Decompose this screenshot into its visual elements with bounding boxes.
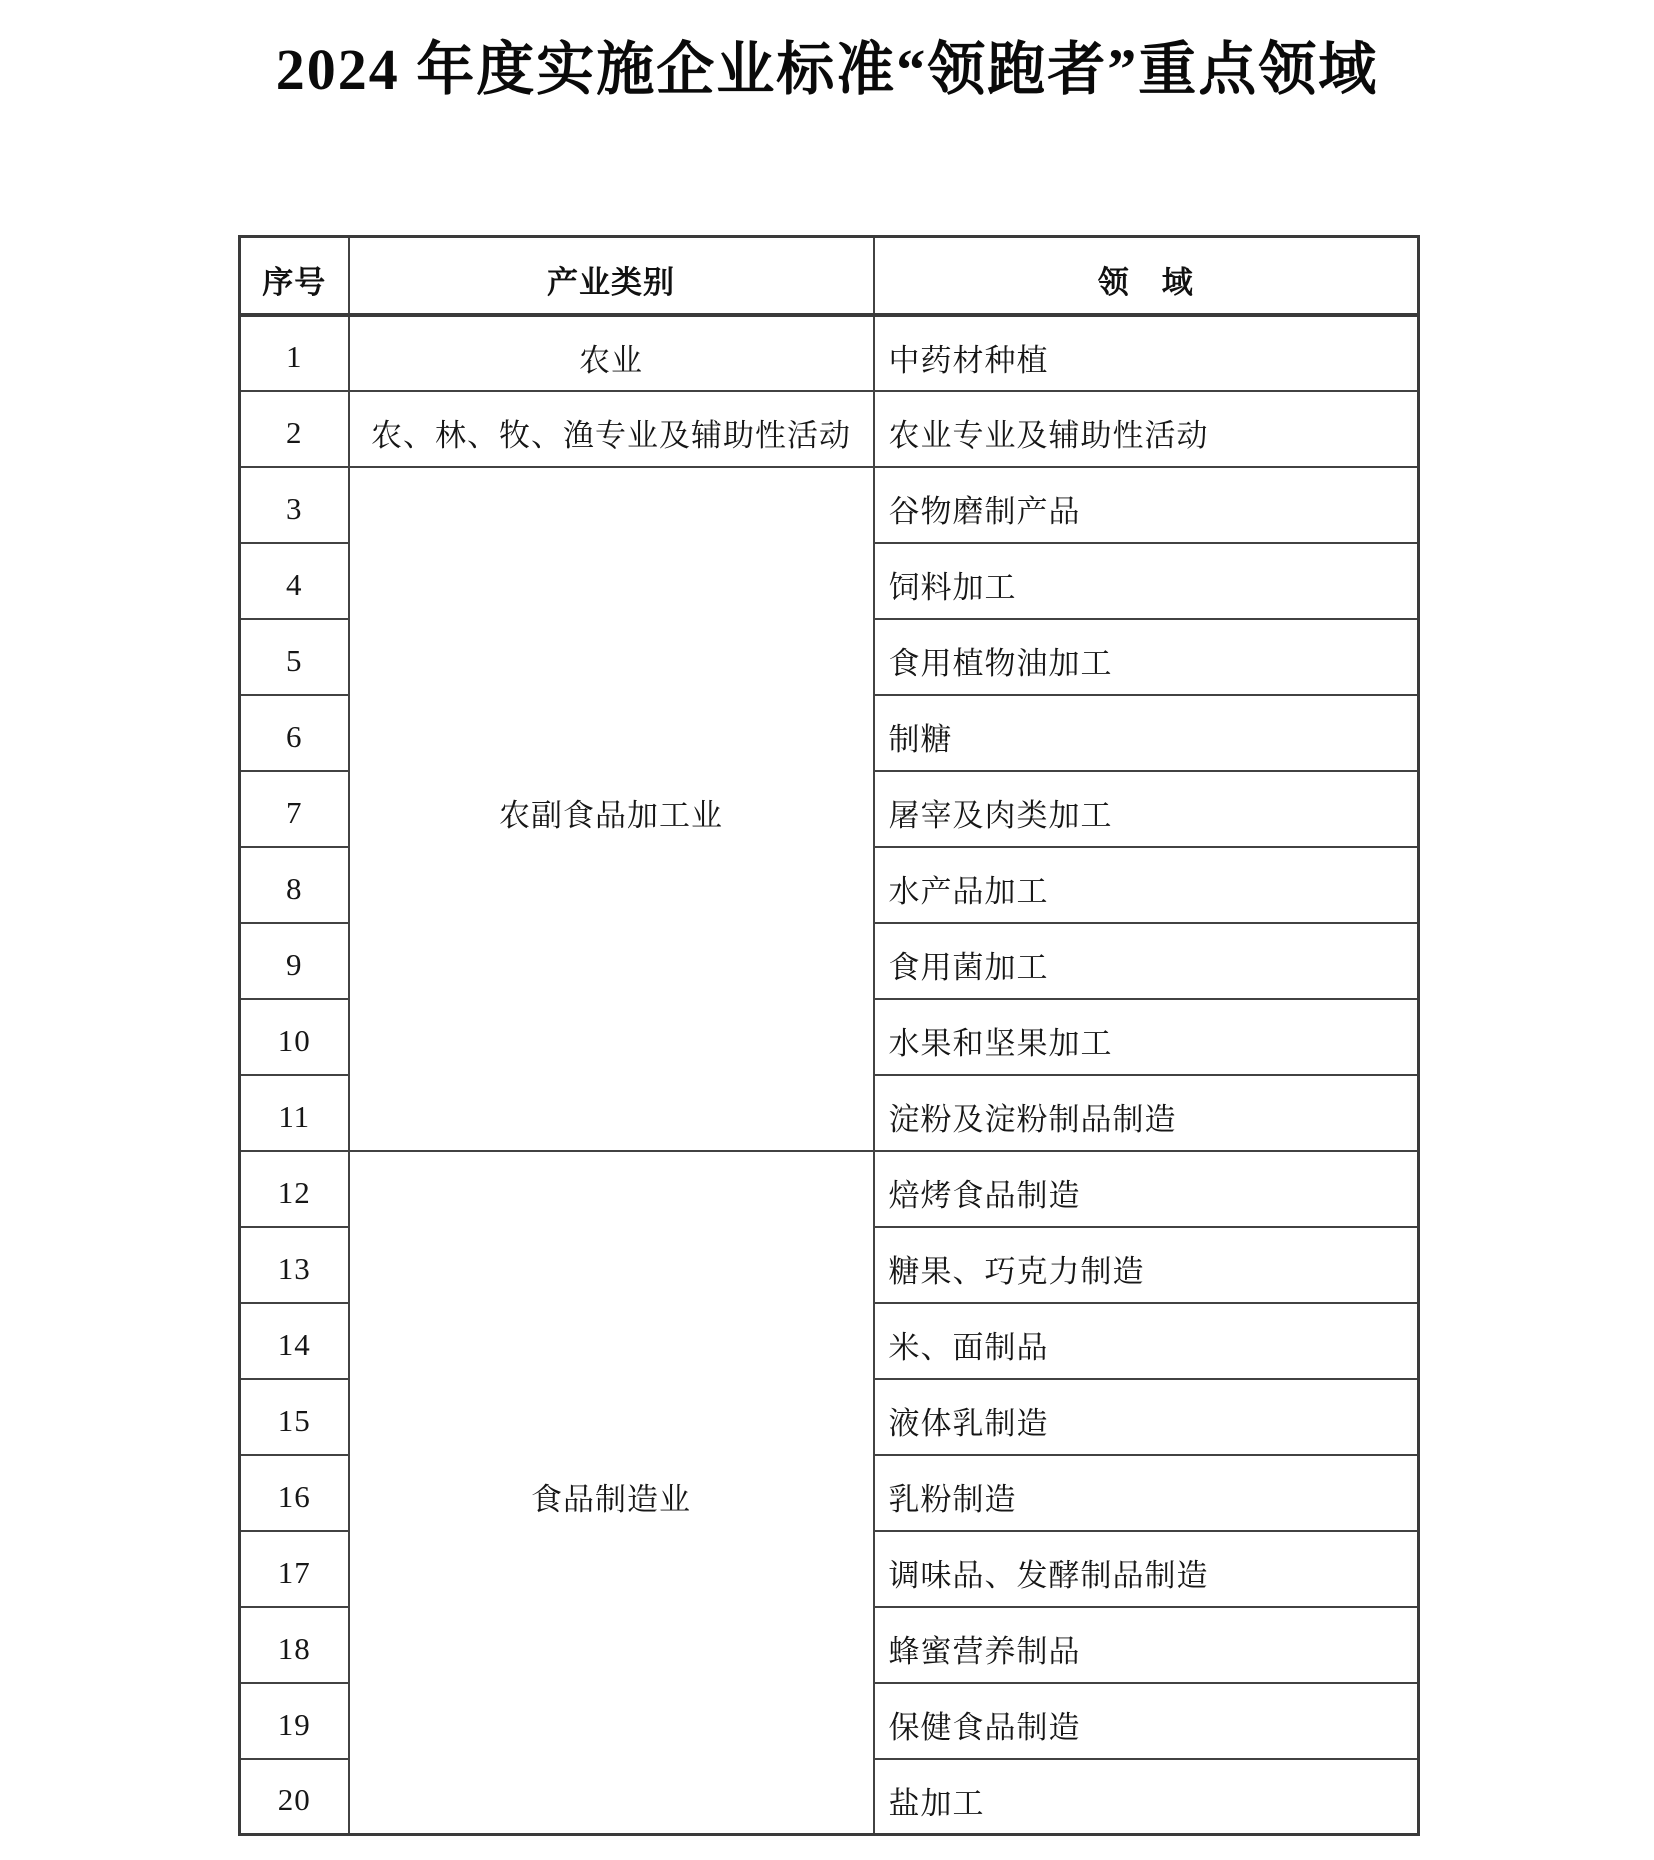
row-number: 8 [240,847,349,923]
field-cell: 焙烤食品制造 [874,1151,1419,1227]
row-number: 2 [240,391,349,467]
row-number: 10 [240,999,349,1075]
row-number: 17 [240,1531,349,1607]
header-serial-number: 序号 [240,237,349,315]
row-number: 1 [240,315,349,391]
field-cell: 食用菌加工 [874,923,1419,999]
row-number: 6 [240,695,349,771]
row-number: 4 [240,543,349,619]
category-cell: 农业 [349,315,874,391]
row-number: 13 [240,1227,349,1303]
row-number: 12 [240,1151,349,1227]
field-cell: 水果和坚果加工 [874,999,1419,1075]
field-cell: 淀粉及淀粉制品制造 [874,1075,1419,1151]
category-cell-merged-foodmfg: 食品制造业 [349,1151,874,1835]
row-number: 16 [240,1455,349,1531]
header-field: 领 域 [874,237,1419,315]
field-cell: 谷物磨制产品 [874,467,1419,543]
field-cell: 中药材种植 [874,315,1419,391]
field-cell: 糖果、巧克力制造 [874,1227,1419,1303]
page-title: 2024 年度实施企业标准“领跑者”重点领域 [275,37,1379,102]
field-cell: 液体乳制造 [874,1379,1419,1455]
row-number: 11 [240,1075,349,1151]
field-cell: 米、面制品 [874,1303,1419,1379]
table-row [240,391,1419,467]
table-row [240,315,1419,391]
category-cell-merged-agrifood: 农副食品加工业 [349,467,874,1151]
field-cell: 制糖 [874,695,1419,771]
field-cell: 乳粉制造 [874,1455,1419,1531]
field-cell: 食用植物油加工 [874,619,1419,695]
field-cell: 盐加工 [874,1759,1419,1835]
field-cell: 水产品加工 [874,847,1419,923]
table-header [240,237,1419,315]
row-number: 3 [240,467,349,543]
row-number: 19 [240,1683,349,1759]
header-industry-category: 产业类别 [349,237,874,315]
row-number: 5 [240,619,349,695]
header-row [240,237,1419,315]
row-number: 15 [240,1379,349,1455]
table-row [240,467,1419,543]
field-cell: 调味品、发酵制品制造 [874,1531,1419,1607]
field-cell: 饲料加工 [874,543,1419,619]
field-cell: 农业专业及辅助性活动 [874,391,1419,467]
row-number: 20 [240,1759,349,1835]
table-row [240,1151,1419,1227]
field-cell: 屠宰及肉类加工 [874,771,1419,847]
row-number: 18 [240,1607,349,1683]
row-number: 9 [240,923,349,999]
field-cell: 蜂蜜营养制品 [874,1607,1419,1683]
row-number: 14 [240,1303,349,1379]
field-cell: 保健食品制造 [874,1683,1419,1759]
row-number: 7 [240,771,349,847]
key-areas-table [238,235,1420,1836]
table-body [240,315,1419,1835]
category-cell: 农、林、牧、渔专业及辅助性活动 [349,391,874,467]
